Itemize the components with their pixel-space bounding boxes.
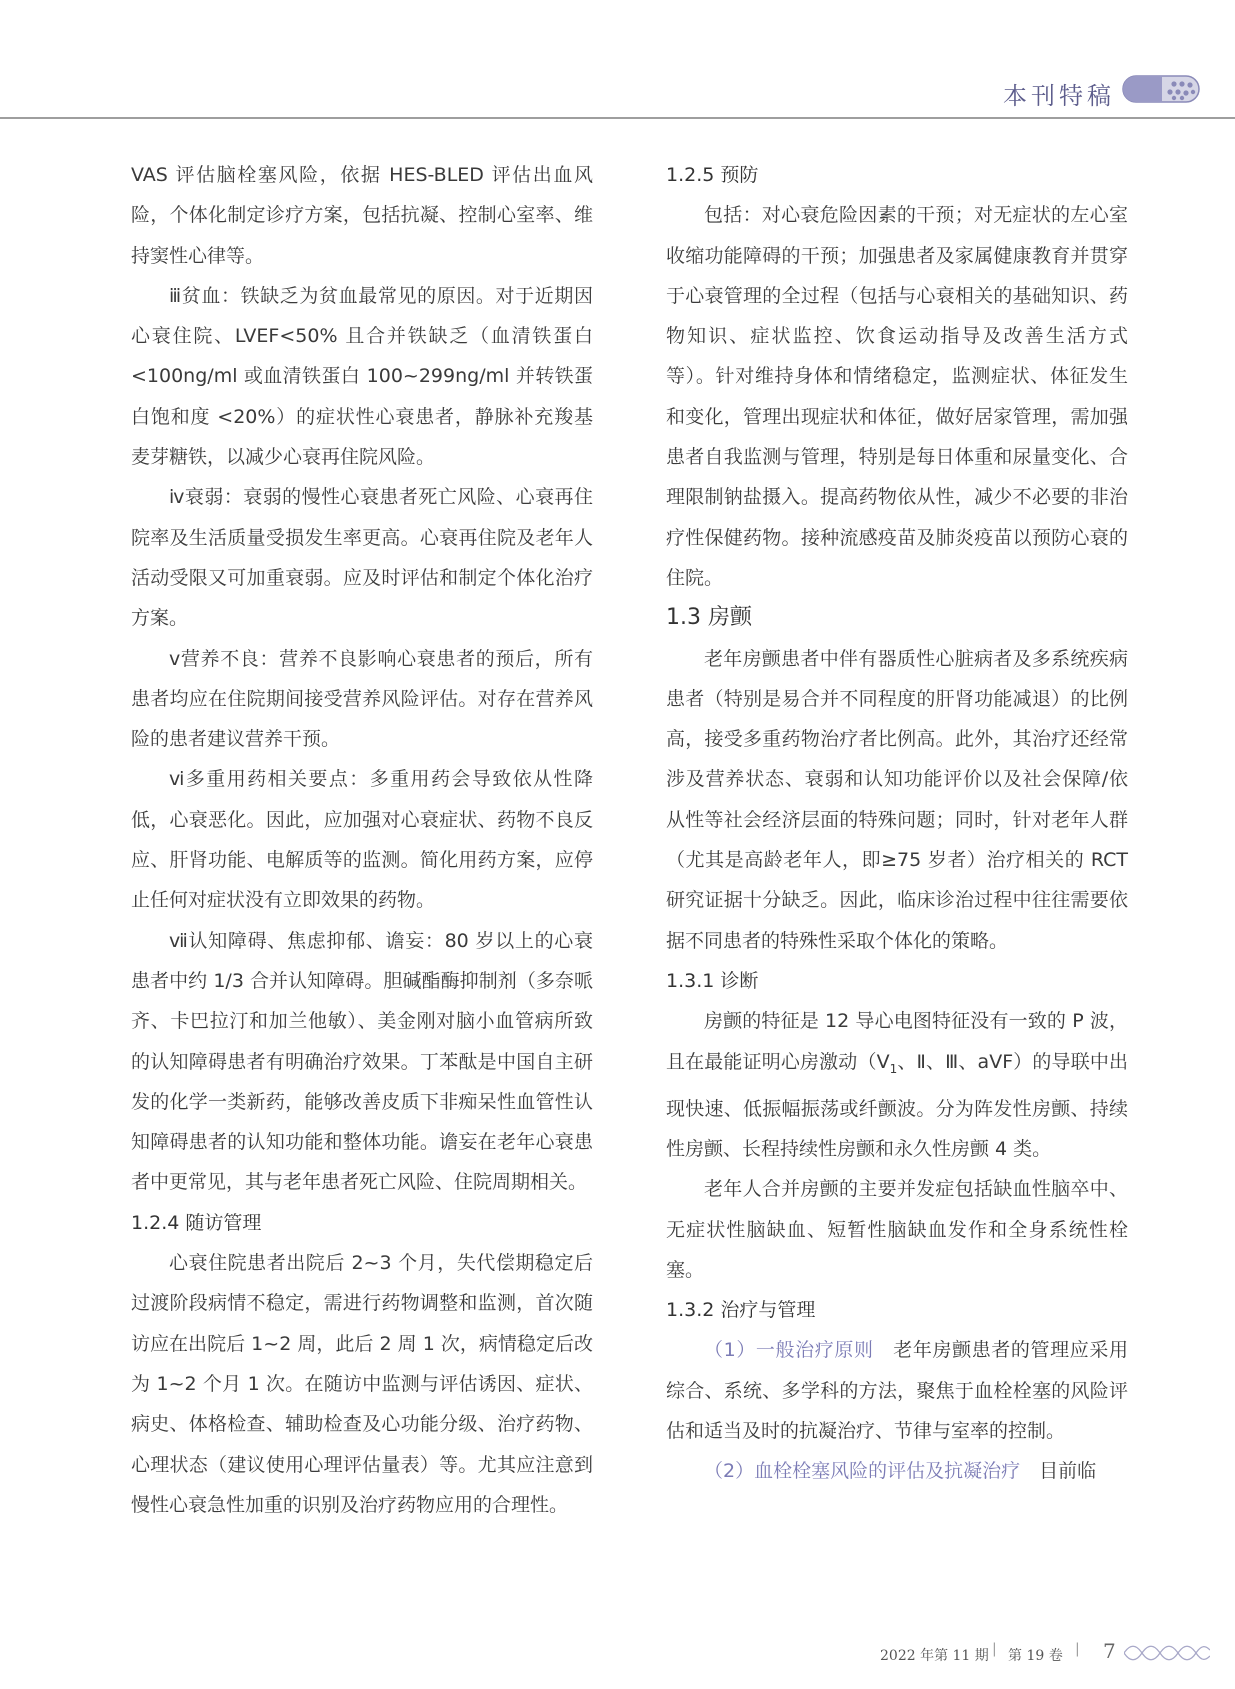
section-label: 本刊特稿 [1003,82,1115,110]
paragraph-complications: 老年人合并房颤的主要并发症包括缺血性脑卒中、无症状性脑缺血、短暂性脑缺血发作和全身系统性栓塞。 [666,1178,1128,1281]
header-rule [0,117,1235,119]
run-in-heading: （2）血栓栓塞风险的评估及抗凝治疗 [704,1460,1021,1483]
paragraph-prevention: 包括：对心衰危险因素的干预；对无症状的左心室收缩功能障碍的干预；加强患者及家属健康教育并贯穿于心衰管理的全过程（包括与心衰相关的基础知识、药物知识、症状监控、饮食运动指导及改善生活方式等）。针对维持身体和情绪稳定，监测症状、体征发生和变化，管理出现症状和体征，做好居家管理，需加强患者自我监测与管理，特别是每日体重和尿量变化、合理限制钠盐摄入。提高药物依从性，减少不必要的非治疗性保健药物。接种流感疫苗及肺炎疫苗以预防心衰的住院。 [666,204,1128,589]
dna-helix-icon [1124,1644,1210,1662]
diagnosis-text-b: 、Ⅱ、Ⅲ、aVF）的导联中出现快速、低振幅振荡或纤颤波。分为阵发性房颤、持续性房颤、长程持续性房颤和永久性房颤 4 类。 [666,1050,1128,1160]
heading-1-3: 1.3 房颤 [666,605,752,631]
paragraph-diagnosis [666,1001,1128,1169]
paragraph-anticoagulation [666,1451,1128,1491]
right-column [666,155,1128,1492]
page-footer [0,1639,1235,1669]
footer-volume: 第 19 卷 [1008,1648,1063,1664]
heading-1-2-4: 1.2.4 随访管理 [131,1211,262,1234]
paragraph-followup: 心衰住院患者出院后 2~3 个月，失代偿期稳定后过渡阶段病情不稳定，需进行药物调整和监测，首次随访应在出院后 1~2 周，此后 2 周 1 次，病情稳定后改为 1~2 个月 1 次。在随访中监测与评估诱因、症状、病史、体格检查、辅助检查及心功能分级、治疗药物、心理状态（建议使用心理评估量表）等。尤其应注意到慢性心衰急性加重的识别及治疗药物应用的合理性。 [131,1252,593,1516]
heading-1-2-5: 1.2.5 预防 [666,164,759,186]
paragraph: VAS 评估脑栓塞风险，依据 HES-BLED 评估出血风险，个体化制定诊疗方案，包括抗凝、控制心室率、维持窦性心律等。 [131,164,593,267]
page-number: 7 [1103,1639,1116,1663]
heading-1-3-2: 1.3.2 治疗与管理 [666,1299,816,1322]
left-column [131,155,593,1525]
footer-separator: | [992,1641,997,1657]
diagnosis-text-a: 房颤的特征是 12 导心电图特征没有一致的 P 波，且在最能证明心房激动（V [666,1010,1128,1073]
paragraph-af-intro: 老年房颤患者中伴有器质性心脏病者及多系统疾病患者（特别是易合并不同程度的肝肾功能减退）的比例高，接受多重药物治疗者比例高。此外，其治疗还经常涉及营养状态、衰弱和认知功能评价以及社会保障/依从性等社会经济层面的特殊问题；同时，针对老年人群（尤其是高龄老年人，即≥75 岁者）治疗相关的 RCT 研究证据十分缺乏。因此，临床诊治过程中往往需要依据不同患者的特殊性采取个体化的策略。 [666,647,1128,952]
paragraph-polypharmacy: ⅵ多重用药相关要点：多重用药会导致依从性降低，心衰恶化。因此，应加强对心衰症状、药物不良反应、肝肾功能、电解质等的监测。简化用药方案，应停止任何对症状没有立即效果的药物。 [131,768,593,912]
run-in-heading: （1）一般治疗原则 [704,1339,874,1362]
paragraph-cognition: ⅶ认知障碍、焦虑抑郁、谵妄：80 岁以上的心衰患者中约 1/3 合并认知障碍。胆碱酯酶抑制剂（多奈哌齐、卡巴拉汀和加兰他敏）、美金刚对脑小血管病所致的认知障碍患者有明确治疗效果。丁苯酞是中国自主研发的化学一类新药，能够改善皮质下非痴呆性血管性认知障碍患者的认知功能和整体功能。谵妄在老年心衰患者中更常见，其与老年患者死亡风险、住院周期相关。 [131,929,593,1194]
paragraph-frailty: ⅳ衰弱：衰弱的慢性心衰患者死亡风险、心衰再住院率及生活质量受损发生率更高。心衰再住院及老年人活动受限又可加重衰弱。应及时评估和制定个体化治疗方案。 [131,486,593,630]
run-in-body: 目前临 [1020,1460,1097,1483]
run-in-body: 老年房颤患者的管理应采用综合、系统、多学科的方法，聚焦于血栓栓塞的风险评估和适当及时的抗凝治疗、节律与室率的控制。 [666,1339,1128,1442]
footer-issue: 2022 年第 11 期 [880,1648,989,1664]
heading-1-3-1: 1.3.1 诊断 [666,969,759,992]
footer-separator: | [1075,1641,1080,1657]
paragraph-general-principle [666,1330,1128,1451]
paragraph-anemia: ⅲ贫血：铁缺乏为贫血最常见的原因。对于近期因心衰住院、LVEF<50% 且合并铁缺乏（血清铁蛋白 <100ng/ml 或血清铁蛋白 100~299ng/ml 并转铁蛋白饱和度 <20%）的症状性心衰患者，静脉补充羧基麦芽糖铁，以减少心衰再住院风险。 [131,284,593,469]
lead-subscript: 1 [889,1061,898,1076]
pill-capsule-icon [1122,73,1200,105]
paragraph-malnutrition: ⅴ营养不良：营养不良影响心衰患者的预后，所有患者均应在住院期间接受营养风险评估。对存在营养风险的患者建议营养干预。 [131,647,593,751]
